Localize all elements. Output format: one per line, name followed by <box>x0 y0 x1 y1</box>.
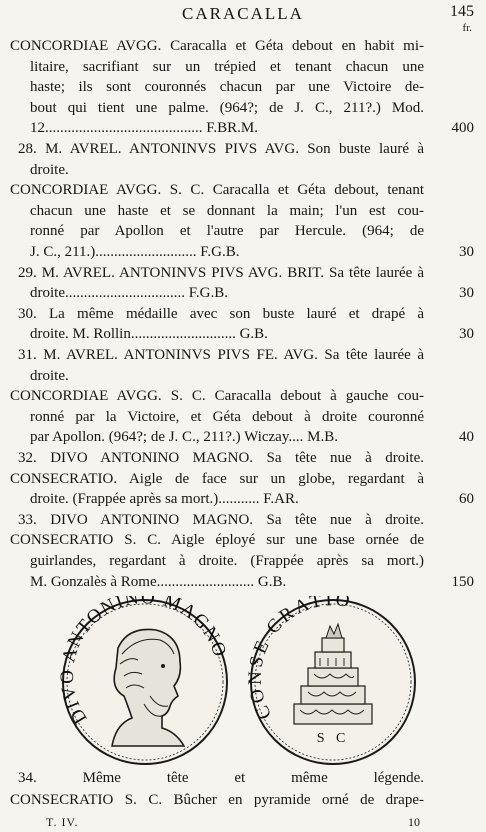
price-value: 30 <box>459 326 474 343</box>
reverse-entry-line: CONCORDIAE AVGG. Caracalla et Géta debout en habit mi- <box>10 38 424 54</box>
entry-line: par Apollon. (964?; de J. C., 211?.) Wiczay.... M.B. <box>30 429 338 446</box>
entry-heading-line: 31. M. AVREL. ANTONINVS PIVS FE. AVG. Sa tête laurée à <box>18 347 424 363</box>
entry-line: droite................................ F.G.B. <box>30 285 228 302</box>
entry-heading-line: 29. M. AVREL. ANTONINVS PIVS AVG. BRIT. Sa tête laurée à <box>18 264 424 281</box>
entry-heading-line: 32. DIVO ANTONINO MAGNO. Sa tête nue à droite. <box>18 450 424 466</box>
page-number: 145 <box>450 3 474 20</box>
entry-line: bout qui tient une palme. (964?; de J. C., 211?.) Mod. <box>30 99 424 116</box>
reverse-entry-line: CONCORDIAE AVGG. S. C. Caracalla debout à gauche cou- <box>10 388 424 405</box>
sheet-number: 10 <box>408 815 420 829</box>
entry-line: 12.......................................... F.BR.M. <box>30 120 258 137</box>
price-value: 60 <box>459 491 474 508</box>
entry-line: droite. (Frappée après sa mort.)........... F.AR. <box>30 491 299 508</box>
reverse-entry-line: CONSECRATIO. Aigle de face sur un globe, regardant à <box>10 470 424 487</box>
reverse-legend: CONSE CRATIO <box>244 596 354 723</box>
reverse-entry-line: CONCORDIAE AVGG. S. C. Caracalla et Géta debout, tenant <box>10 182 424 199</box>
entry-line: droite. M. Rollin............................ G.B. <box>30 326 268 343</box>
page-title: CARACALLA <box>182 4 304 23</box>
entry-line: ronné par la Victoire, et Géta debout à droite couronné <box>30 408 424 425</box>
entry-line: M. Gonzalès à Rome.......................... G.B. <box>30 573 287 590</box>
entry-line: ronné par Apollon et l'autre par Hercule. (964; de <box>30 223 424 240</box>
coin-illustration <box>58 596 428 771</box>
entry-heading-line: 34. Même tête et même légende. <box>18 770 424 786</box>
price-value: 40 <box>459 429 474 446</box>
entry-line: J. C., 211.)........................... F.G.B. <box>30 244 240 260</box>
price-value: 400 <box>451 120 474 137</box>
price-value: 30 <box>459 244 474 260</box>
reverse-mark: S C <box>316 731 350 746</box>
obverse-legend: DIVO ANTONINO MAGNO <box>58 596 231 728</box>
entry-line: litaire, sacrifiant sur un trépied et tenant chacun une <box>30 58 424 75</box>
price-unit: fr. <box>462 22 472 34</box>
entry-line: chacun une haste et se donnant la main; l'un est cou- <box>30 202 424 219</box>
reverse-entry-line: CONSECRATIO S. C. Aigle éployé sur une base ornée de <box>10 532 424 549</box>
entry-heading-line: 28. M. AVREL. ANTONINVS PIVS AVG. Son buste lauré à <box>18 141 424 157</box>
reverse-entry-line: CONSECRATIO S. C. Bûcher en pyramide orné de drape- <box>10 792 424 808</box>
coin-reverse <box>245 596 415 764</box>
entry-line: droite. <box>30 161 69 178</box>
volume-signature: T. IV. <box>46 815 79 829</box>
coin-obverse <box>58 596 231 764</box>
entry-line: haste; ils sont couronnés chacun par une Victoire de- <box>30 79 424 96</box>
price-value: 30 <box>459 285 474 302</box>
entry-line: guirlandes, regardant à droite. (Frappée après sa mort.) <box>30 553 424 569</box>
price-value: 150 <box>451 573 474 590</box>
entry-heading-line: 33. DIVO ANTONINO MAGNO. Sa tête nue à droite. <box>18 511 424 528</box>
entry-heading-line: 30. La même médaille avec son buste lauré et drapé à <box>18 305 424 322</box>
entry-line: droite. <box>30 367 69 384</box>
